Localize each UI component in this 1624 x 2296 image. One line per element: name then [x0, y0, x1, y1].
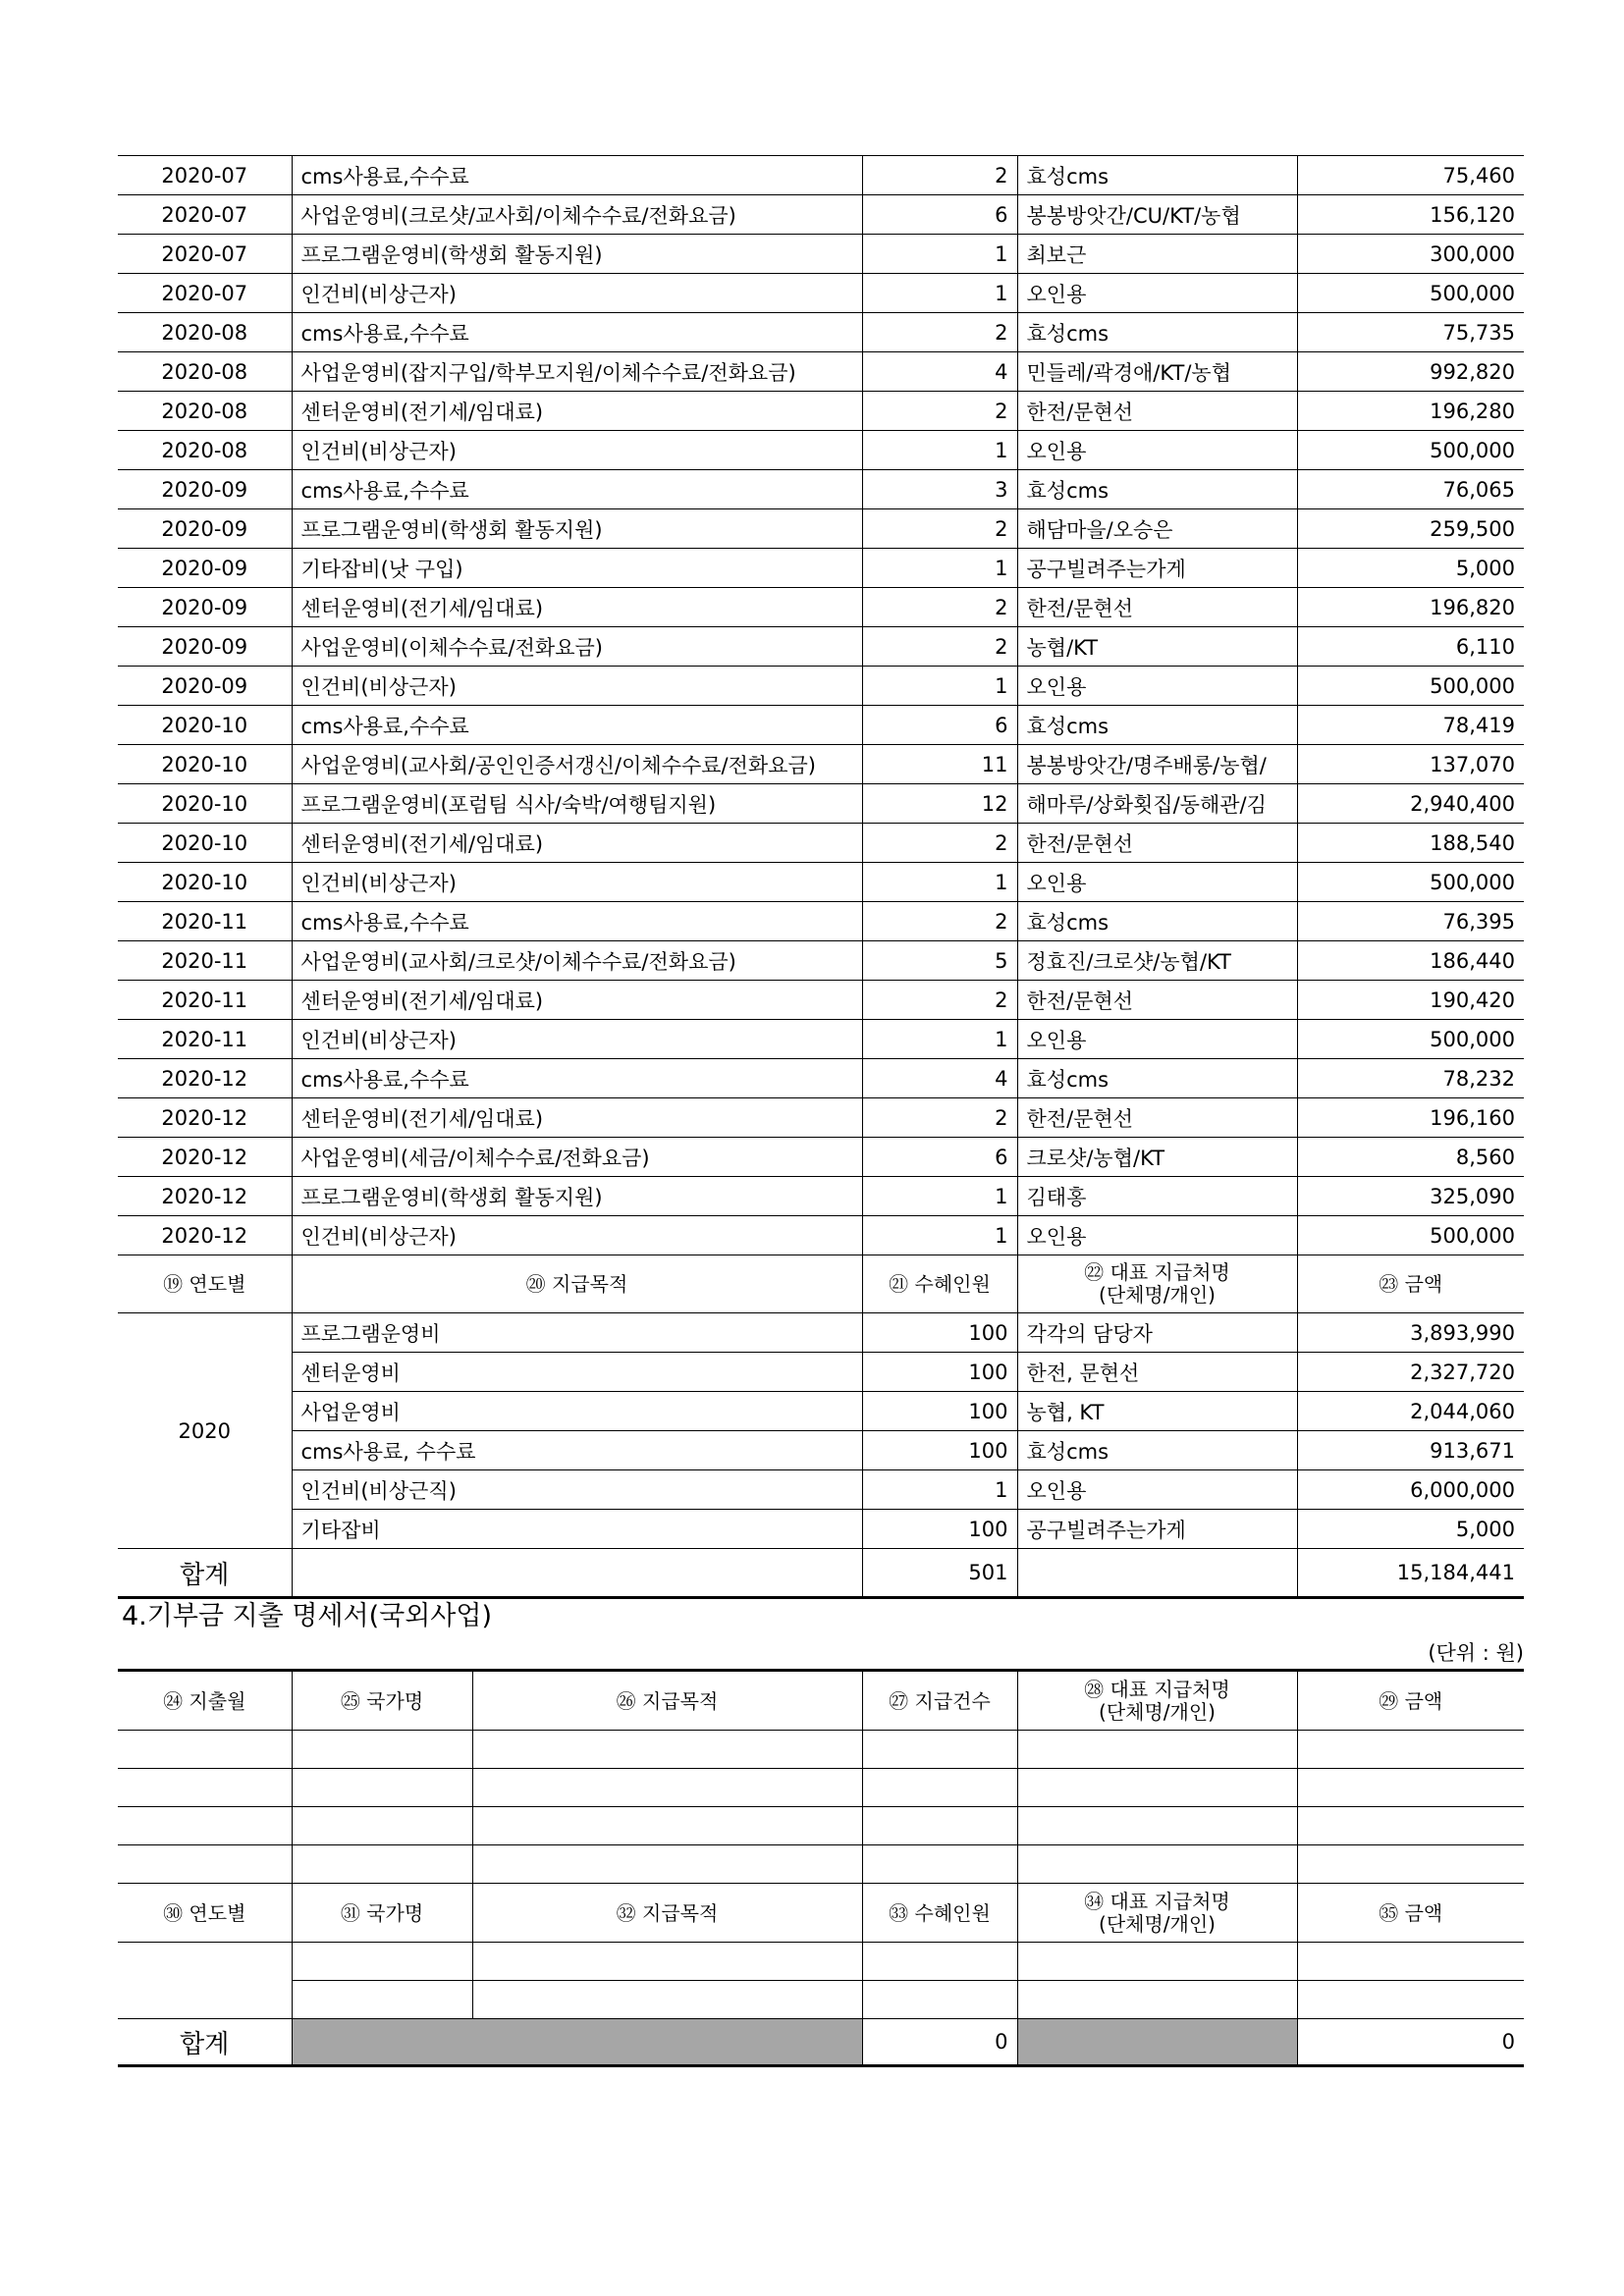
header-amount: ㉟ 금액	[1297, 1884, 1524, 1943]
monthly-row	[118, 313, 1524, 352]
row-month: 2020-10	[118, 863, 292, 902]
row-purpose: 사업운영비(크로샷/교사회/이체수수료/전화요금)	[292, 195, 862, 235]
row-month: 2020-08	[118, 431, 292, 470]
row-amount: 186,440	[1297, 941, 1524, 981]
row-month: 2020-10	[118, 745, 292, 784]
row-count: 11	[862, 745, 1017, 784]
row-month: 2020-09	[118, 627, 292, 667]
monthly-row	[118, 981, 1524, 1020]
header-beneficiaries: ㉑ 수혜인원	[862, 1255, 1017, 1313]
monthly-row	[118, 1020, 1524, 1059]
row-purpose: 사업운영비(세금/이체수수료/전화요금)	[292, 1138, 862, 1177]
monthly-row	[118, 1216, 1524, 1255]
row-count: 1	[862, 1470, 1017, 1510]
monthly-row	[118, 392, 1524, 431]
row-count: 1	[862, 274, 1017, 313]
row-payee: 최보근	[1017, 235, 1297, 274]
row-purpose: cms사용료,수수료	[292, 313, 862, 352]
unit-label: (단위 : 원)	[1428, 1641, 1524, 1665]
row-amount: 300,000	[1297, 235, 1524, 274]
domestic-expense-table	[118, 155, 1524, 1599]
monthly-row	[118, 941, 1524, 981]
row-amount: 196,280	[1297, 392, 1524, 431]
row-payee: 농협, KT	[1017, 1392, 1297, 1431]
row-count: 1	[862, 863, 1017, 902]
row-amount: 500,000	[1297, 1020, 1524, 1059]
header-payee	[1017, 1884, 1297, 1943]
row-payee: 김태홍	[1017, 1177, 1297, 1216]
monthly-row	[118, 470, 1524, 509]
row-payee: 오인용	[1017, 863, 1297, 902]
row-month: 2020-10	[118, 824, 292, 863]
row-payee: 정효진/크로샷/농협/KT	[1017, 941, 1297, 981]
row-purpose: cms사용료,수수료	[292, 156, 862, 195]
empty-row	[118, 1981, 1524, 2019]
row-month: 2020-08	[118, 352, 292, 392]
total-blank-shaded	[292, 2019, 862, 2066]
row-count: 2	[862, 1098, 1017, 1138]
header-year: ⑲ 연도별	[118, 1255, 292, 1313]
monthly-row	[118, 824, 1524, 863]
yearly-row	[118, 1470, 1524, 1510]
empty-row	[118, 1731, 1524, 1769]
row-count: 1	[862, 235, 1017, 274]
header-purpose: ⑳ 지급목적	[292, 1255, 862, 1313]
monthly-row	[118, 195, 1524, 235]
row-amount: 500,000	[1297, 667, 1524, 706]
overseas-monthly-header-row	[118, 1671, 1524, 1731]
row-count: 3	[862, 470, 1017, 509]
row-purpose: cms사용료,수수료	[292, 1059, 862, 1098]
row-payee: 효성cms	[1017, 313, 1297, 352]
row-amount: 190,420	[1297, 981, 1524, 1020]
row-purpose: 센터운영비(전기세/임대료)	[292, 824, 862, 863]
row-month: 2020-11	[118, 1020, 292, 1059]
row-count: 2	[862, 902, 1017, 941]
section-title: 4.기부금 지출 명세서(국외사업)	[122, 1601, 492, 1631]
row-count: 2	[862, 392, 1017, 431]
row-count: 4	[862, 1059, 1017, 1098]
row-payee: 해마루/상화횟집/동해관/김	[1017, 784, 1297, 824]
yearly-row	[118, 1510, 1524, 1549]
row-purpose: 사업운영비(이체수수료/전화요금)	[292, 627, 862, 667]
row-purpose: 인건비(비상근자)	[292, 1216, 862, 1255]
row-count: 2	[862, 313, 1017, 352]
row-payee: 효성cms	[1017, 706, 1297, 745]
total-count: 0	[862, 2019, 1017, 2066]
row-purpose: 센터운영비(전기세/임대료)	[292, 588, 862, 627]
row-purpose: 프로그램운영비(학생회 활동지원)	[292, 235, 862, 274]
row-month: 2020-08	[118, 392, 292, 431]
row-purpose: 인건비(비상근자)	[292, 431, 862, 470]
monthly-row	[118, 784, 1524, 824]
row-month: 2020-09	[118, 470, 292, 509]
row-count: 100	[862, 1392, 1017, 1431]
row-count: 2	[862, 156, 1017, 195]
header-month: ㉔ 지출월	[118, 1671, 292, 1731]
row-amount: 500,000	[1297, 274, 1524, 313]
row-month: 2020-07	[118, 235, 292, 274]
row-count: 1	[862, 1216, 1017, 1255]
monthly-row	[118, 431, 1524, 470]
yearly-row	[118, 1431, 1524, 1470]
monthly-row	[118, 156, 1524, 195]
row-amount: 3,893,990	[1297, 1313, 1524, 1353]
row-amount: 188,540	[1297, 824, 1524, 863]
row-payee: 오인용	[1017, 274, 1297, 313]
row-purpose: 기타잡비	[292, 1510, 862, 1549]
row-payee: 민들레/곽경애/KT/농협	[1017, 352, 1297, 392]
row-amount: 5,000	[1297, 549, 1524, 588]
row-purpose: 프로그램운영비(학생회 활동지원)	[292, 509, 862, 549]
row-amount: 325,090	[1297, 1177, 1524, 1216]
row-count: 1	[862, 1177, 1017, 1216]
total-label: 합계	[118, 1549, 292, 1598]
row-amount: 5,000	[1297, 1510, 1524, 1549]
row-payee: 한전/문현선	[1017, 1098, 1297, 1138]
empty-row	[118, 1769, 1524, 1807]
row-month: 2020-07	[118, 156, 292, 195]
row-amount: 913,671	[1297, 1431, 1524, 1470]
monthly-row	[118, 274, 1524, 313]
overseas-expense-table	[118, 1669, 1524, 2067]
row-month: 2020-12	[118, 1177, 292, 1216]
monthly-row	[118, 667, 1524, 706]
row-amount: 78,232	[1297, 1059, 1524, 1098]
total-amount: 15,184,441	[1297, 1549, 1524, 1598]
row-count: 100	[862, 1353, 1017, 1392]
row-amount: 500,000	[1297, 431, 1524, 470]
row-purpose: 센터운영비	[292, 1353, 862, 1392]
row-payee: 공구빌려주는가게	[1017, 1510, 1297, 1549]
row-count: 100	[862, 1313, 1017, 1353]
yearly-total-row	[118, 1549, 1524, 1598]
header-payee-line2: (단체명/개인)	[1099, 1911, 1216, 1936]
row-purpose: cms사용료, 수수료	[292, 1431, 862, 1470]
row-purpose: cms사용료,수수료	[292, 706, 862, 745]
row-payee: 오인용	[1017, 1020, 1297, 1059]
monthly-row	[118, 627, 1524, 667]
total-blank	[292, 1549, 862, 1598]
row-purpose: 프로그램운영비(학생회 활동지원)	[292, 1177, 862, 1216]
row-purpose: cms사용료,수수료	[292, 902, 862, 941]
empty-row	[118, 1807, 1524, 1845]
row-amount: 76,395	[1297, 902, 1524, 941]
domestic-expense-body	[118, 156, 1524, 1598]
row-purpose: 사업운영비(잡지구입/학부모지원/이체수수료/전화요금)	[292, 352, 862, 392]
row-count: 1	[862, 431, 1017, 470]
monthly-row	[118, 235, 1524, 274]
header-country: ㉕ 국가명	[292, 1671, 472, 1731]
header-payee-line1: ㉘ 대표 지급처명	[1084, 1677, 1230, 1701]
row-purpose: cms사용료,수수료	[292, 470, 862, 509]
overseas-yearly-header-row	[118, 1884, 1524, 1943]
total-blank	[1017, 1549, 1297, 1598]
row-purpose: 센터운영비(전기세/임대료)	[292, 1098, 862, 1138]
overseas-total-row	[118, 2019, 1524, 2066]
monthly-row	[118, 706, 1524, 745]
row-month: 2020-09	[118, 588, 292, 627]
row-payee: 효성cms	[1017, 1059, 1297, 1098]
row-count: 12	[862, 784, 1017, 824]
row-payee: 크로샷/농협/KT	[1017, 1138, 1297, 1177]
row-purpose: 인건비(비상근직)	[292, 1470, 862, 1510]
row-amount: 75,735	[1297, 313, 1524, 352]
monthly-row	[118, 1098, 1524, 1138]
row-month: 2020-12	[118, 1098, 292, 1138]
row-payee: 봉봉방앗간/CU/KT/농협	[1017, 195, 1297, 235]
empty-row	[118, 1845, 1524, 1884]
header-year: ㉚ 연도별	[118, 1884, 292, 1943]
row-count: 2	[862, 509, 1017, 549]
monthly-row	[118, 863, 1524, 902]
row-purpose: 기타잡비(낫 구입)	[292, 549, 862, 588]
row-amount: 6,000,000	[1297, 1470, 1524, 1510]
row-purpose: 인건비(비상근자)	[292, 274, 862, 313]
row-count: 2	[862, 981, 1017, 1020]
row-purpose: 사업운영비(교사회/공인인증서갱신/이체수수료/전화요금)	[292, 745, 862, 784]
row-month: 2020-12	[118, 1138, 292, 1177]
monthly-row	[118, 588, 1524, 627]
row-amount: 75,460	[1297, 156, 1524, 195]
row-purpose: 인건비(비상근자)	[292, 863, 862, 902]
header-purpose: ㉜ 지급목적	[472, 1884, 862, 1943]
row-purpose: 센터운영비(전기세/임대료)	[292, 392, 862, 431]
row-payee: 오인용	[1017, 1216, 1297, 1255]
row-payee: 효성cms	[1017, 156, 1297, 195]
total-amount: 0	[1297, 2019, 1524, 2066]
header-payee-line1: ㉞ 대표 지급처명	[1084, 1889, 1230, 1913]
row-payee: 해담마을/오승은	[1017, 509, 1297, 549]
monthly-row	[118, 745, 1524, 784]
row-count: 4	[862, 352, 1017, 392]
row-amount: 78,419	[1297, 706, 1524, 745]
yearly-header-row	[118, 1255, 1524, 1313]
total-payee-shaded	[1017, 2019, 1297, 2066]
row-payee: 각각의 담당자	[1017, 1313, 1297, 1353]
monthly-row	[118, 1177, 1524, 1216]
row-payee: 효성cms	[1017, 470, 1297, 509]
row-count: 1	[862, 1020, 1017, 1059]
total-label: 합계	[118, 2019, 292, 2066]
total-count: 501	[862, 1549, 1017, 1598]
yearly-row	[118, 1392, 1524, 1431]
monthly-row	[118, 1138, 1524, 1177]
header-amount: ㉓ 금액	[1297, 1255, 1524, 1313]
header-country: ㉛ 국가명	[292, 1884, 472, 1943]
monthly-row	[118, 549, 1524, 588]
row-month: 2020-11	[118, 941, 292, 981]
row-payee: 오인용	[1017, 431, 1297, 470]
row-month: 2020-09	[118, 549, 292, 588]
row-month: 2020-07	[118, 274, 292, 313]
row-amount: 8,560	[1297, 1138, 1524, 1177]
row-payee: 농협/KT	[1017, 627, 1297, 667]
monthly-row	[118, 509, 1524, 549]
header-payee-line2: (단체명/개인)	[1099, 1283, 1216, 1307]
row-amount: 500,000	[1297, 863, 1524, 902]
row-month: 2020-08	[118, 313, 292, 352]
row-amount: 6,110	[1297, 627, 1524, 667]
empty-row	[118, 1943, 1524, 1981]
row-payee: 한전, 문현선	[1017, 1353, 1297, 1392]
row-month: 2020-09	[118, 509, 292, 549]
row-payee: 오인용	[1017, 667, 1297, 706]
overseas-expense-body	[118, 1671, 1524, 2066]
header-payee-line1: ㉒ 대표 지급처명	[1084, 1260, 1230, 1284]
header-purpose: ㉖ 지급목적	[472, 1671, 862, 1731]
row-payee: 한전/문현선	[1017, 392, 1297, 431]
row-payee: 한전/문현선	[1017, 981, 1297, 1020]
row-amount: 2,940,400	[1297, 784, 1524, 824]
row-purpose: 사업운영비	[292, 1392, 862, 1431]
row-amount: 259,500	[1297, 509, 1524, 549]
row-count: 2	[862, 627, 1017, 667]
row-purpose: 센터운영비(전기세/임대료)	[292, 981, 862, 1020]
row-amount: 500,000	[1297, 1216, 1524, 1255]
row-payee: 효성cms	[1017, 902, 1297, 941]
row-month: 2020-12	[118, 1216, 292, 1255]
header-beneficiaries: ㉝ 수혜인원	[862, 1884, 1017, 1943]
row-count: 6	[862, 706, 1017, 745]
row-purpose: 프로그램운영비	[292, 1313, 862, 1353]
row-month: 2020-12	[118, 1059, 292, 1098]
row-count: 2	[862, 824, 1017, 863]
row-amount: 2,044,060	[1297, 1392, 1524, 1431]
row-count: 100	[862, 1510, 1017, 1549]
row-month: 2020-09	[118, 667, 292, 706]
row-amount: 992,820	[1297, 352, 1524, 392]
row-count: 100	[862, 1431, 1017, 1470]
monthly-row	[118, 352, 1524, 392]
row-count: 6	[862, 1138, 1017, 1177]
row-count: 1	[862, 667, 1017, 706]
row-month: 2020-11	[118, 902, 292, 941]
header-payee	[1017, 1671, 1297, 1731]
row-purpose: 프로그램운영비(포럼팀 식사/숙박/여행팀지원)	[292, 784, 862, 824]
header-count: ㉗ 지급건수	[862, 1671, 1017, 1731]
row-month: 2020-11	[118, 981, 292, 1020]
row-count: 5	[862, 941, 1017, 981]
row-amount: 196,820	[1297, 588, 1524, 627]
row-payee: 한전/문현선	[1017, 824, 1297, 863]
row-amount: 196,160	[1297, 1098, 1524, 1138]
row-amount: 137,070	[1297, 745, 1524, 784]
row-count: 2	[862, 588, 1017, 627]
row-payee: 오인용	[1017, 1470, 1297, 1510]
yearly-row	[118, 1353, 1524, 1392]
row-amount: 76,065	[1297, 470, 1524, 509]
row-amount: 156,120	[1297, 195, 1524, 235]
row-month: 2020-07	[118, 195, 292, 235]
row-payee: 효성cms	[1017, 1431, 1297, 1470]
row-amount: 2,327,720	[1297, 1353, 1524, 1392]
row-payee: 공구빌려주는가게	[1017, 549, 1297, 588]
header-amount: ㉙ 금액	[1297, 1671, 1524, 1731]
yearly-row	[118, 1313, 1524, 1353]
row-purpose: 인건비(비상근자)	[292, 1020, 862, 1059]
row-month: 2020-10	[118, 706, 292, 745]
header-payee	[1017, 1255, 1297, 1313]
row-year: 2020	[118, 1313, 292, 1549]
header-payee-line2: (단체명/개인)	[1099, 1699, 1216, 1724]
row-payee: 한전/문현선	[1017, 588, 1297, 627]
row-purpose: 사업운영비(교사회/크로샷/이체수수료/전화요금)	[292, 941, 862, 981]
row-payee: 봉봉방앗간/명주배롱/농협/	[1017, 745, 1297, 784]
row-month: 2020-10	[118, 784, 292, 824]
row-count: 1	[862, 549, 1017, 588]
monthly-row	[118, 1059, 1524, 1098]
row-purpose: 인건비(비상근자)	[292, 667, 862, 706]
row-count: 6	[862, 195, 1017, 235]
monthly-row	[118, 902, 1524, 941]
